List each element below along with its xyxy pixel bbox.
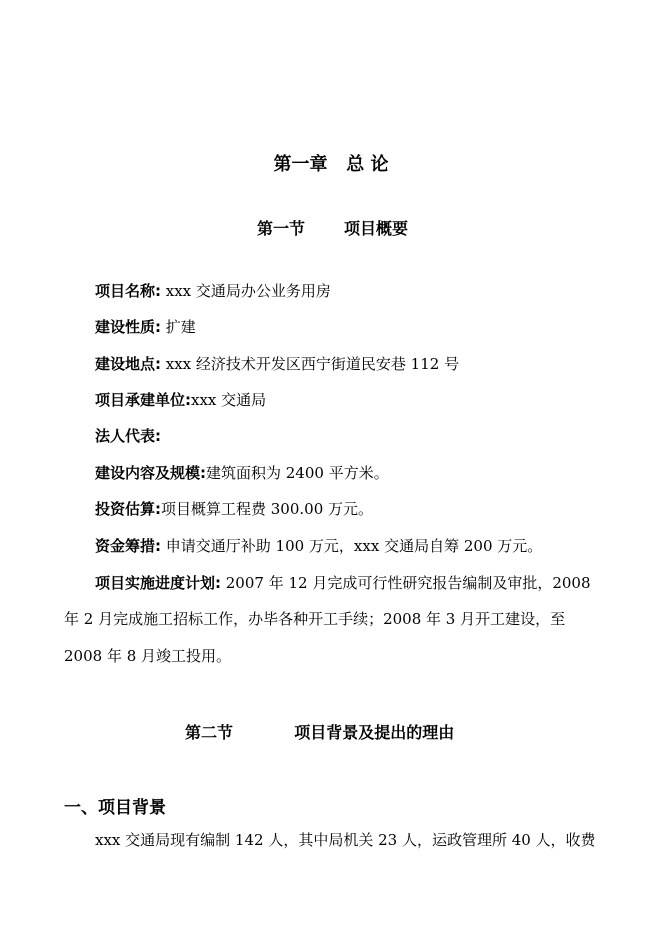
- chapter-title: 第一章 总 论: [273, 154, 389, 175]
- field-value: xxx 经济技术开发区西宁街道民安巷 112 号: [161, 355, 460, 373]
- schedule-text: 2007 年 12 月完成可行性研究报告编制及审批，2008: [221, 574, 591, 592]
- field-label: 法人代表:: [95, 427, 161, 445]
- heading-background: 一、项目背景: [64, 798, 166, 818]
- field-value: 申请交通厅补助 100 万元，xxx 交通局自筹 200 万元。: [161, 537, 543, 555]
- field-location: [95, 354, 459, 374]
- field-funding: [95, 536, 542, 556]
- section-title-1: 第一节 项目概要: [257, 219, 408, 238]
- field-label: 建设性质:: [95, 318, 161, 336]
- field-project-name: [95, 281, 331, 301]
- field-label: 投资估算:: [95, 500, 161, 518]
- schedule-line-2: 年 2 月完成施工招标工作，办毕各种开工手续；2008 年 3 月开工建设，至: [64, 610, 566, 628]
- field-contractor: [95, 390, 266, 410]
- field-label: 资金筹措:: [95, 537, 161, 555]
- field-label: 项目承建单位:: [95, 391, 191, 409]
- background-paragraph: xxx 交通局现有编制 142 人，其中局机关 23 人，运政管理所 40 人，收费: [95, 831, 596, 849]
- field-value: 建筑面积为 2400 平方米。: [206, 464, 389, 482]
- schedule-line-1: [95, 573, 591, 593]
- field-label: 建设地点:: [95, 355, 161, 373]
- field-investment: [95, 499, 373, 519]
- field-label: 项目名称:: [95, 282, 161, 300]
- field-label: 建设内容及规模:: [95, 464, 206, 482]
- field-value: 扩建: [161, 318, 196, 336]
- field-value: xxx 交通局: [191, 391, 267, 409]
- field-value: 项目概算工程费 300.00 万元。: [161, 500, 374, 518]
- field-value: xxx 交通局办公业务用房: [161, 282, 331, 300]
- section-title-2: 第二节 项目背景及提出的理由: [185, 723, 455, 742]
- schedule-line-3: 2008 年 8 月竣工投用。: [64, 647, 232, 665]
- field-construction-type: [95, 317, 196, 337]
- field-scope: [95, 463, 389, 483]
- schedule-label: 项目实施进度计划:: [95, 574, 221, 592]
- field-legal-rep: [95, 426, 161, 446]
